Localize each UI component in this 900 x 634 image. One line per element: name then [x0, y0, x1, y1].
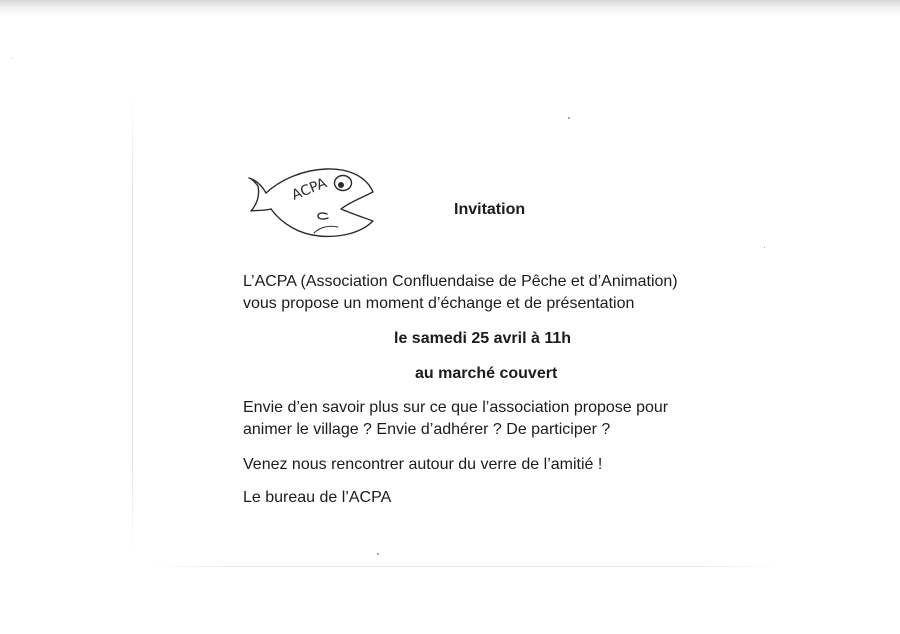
question-line-1: Envie d’en savoir plus sur ce que l’association propose pour	[243, 399, 669, 416]
event-location: au marché couvert	[415, 365, 558, 382]
logo-text: ACPA	[289, 175, 330, 204]
invitation-title: Invitation	[454, 201, 526, 218]
scan-top-edge	[0, 0, 900, 16]
fish-logo-icon	[244, 156, 380, 242]
question-line-2: animer le village ? Envie d’adhérer ? De participer ?	[243, 421, 611, 438]
signature: Le bureau de l’ACPA	[243, 489, 392, 506]
scan-fold-line-bottom	[150, 566, 780, 567]
scan-speck	[764, 247, 765, 248]
intro-line-2: vous propose un moment d’échange et de présentation	[243, 295, 635, 312]
intro-line-1: L’ACPA (Association Confluendaise de Pêche et d’Animation)	[243, 273, 678, 290]
welcome-line: Venez nous rencontrer autour du verre de l’amitié !	[243, 456, 603, 473]
scan-speck	[377, 553, 379, 555]
scan-speck	[12, 58, 13, 59]
scan-fold-line	[132, 95, 133, 555]
event-date: le samedi 25 avril à 11h	[394, 330, 572, 347]
scan-speck	[568, 117, 570, 119]
